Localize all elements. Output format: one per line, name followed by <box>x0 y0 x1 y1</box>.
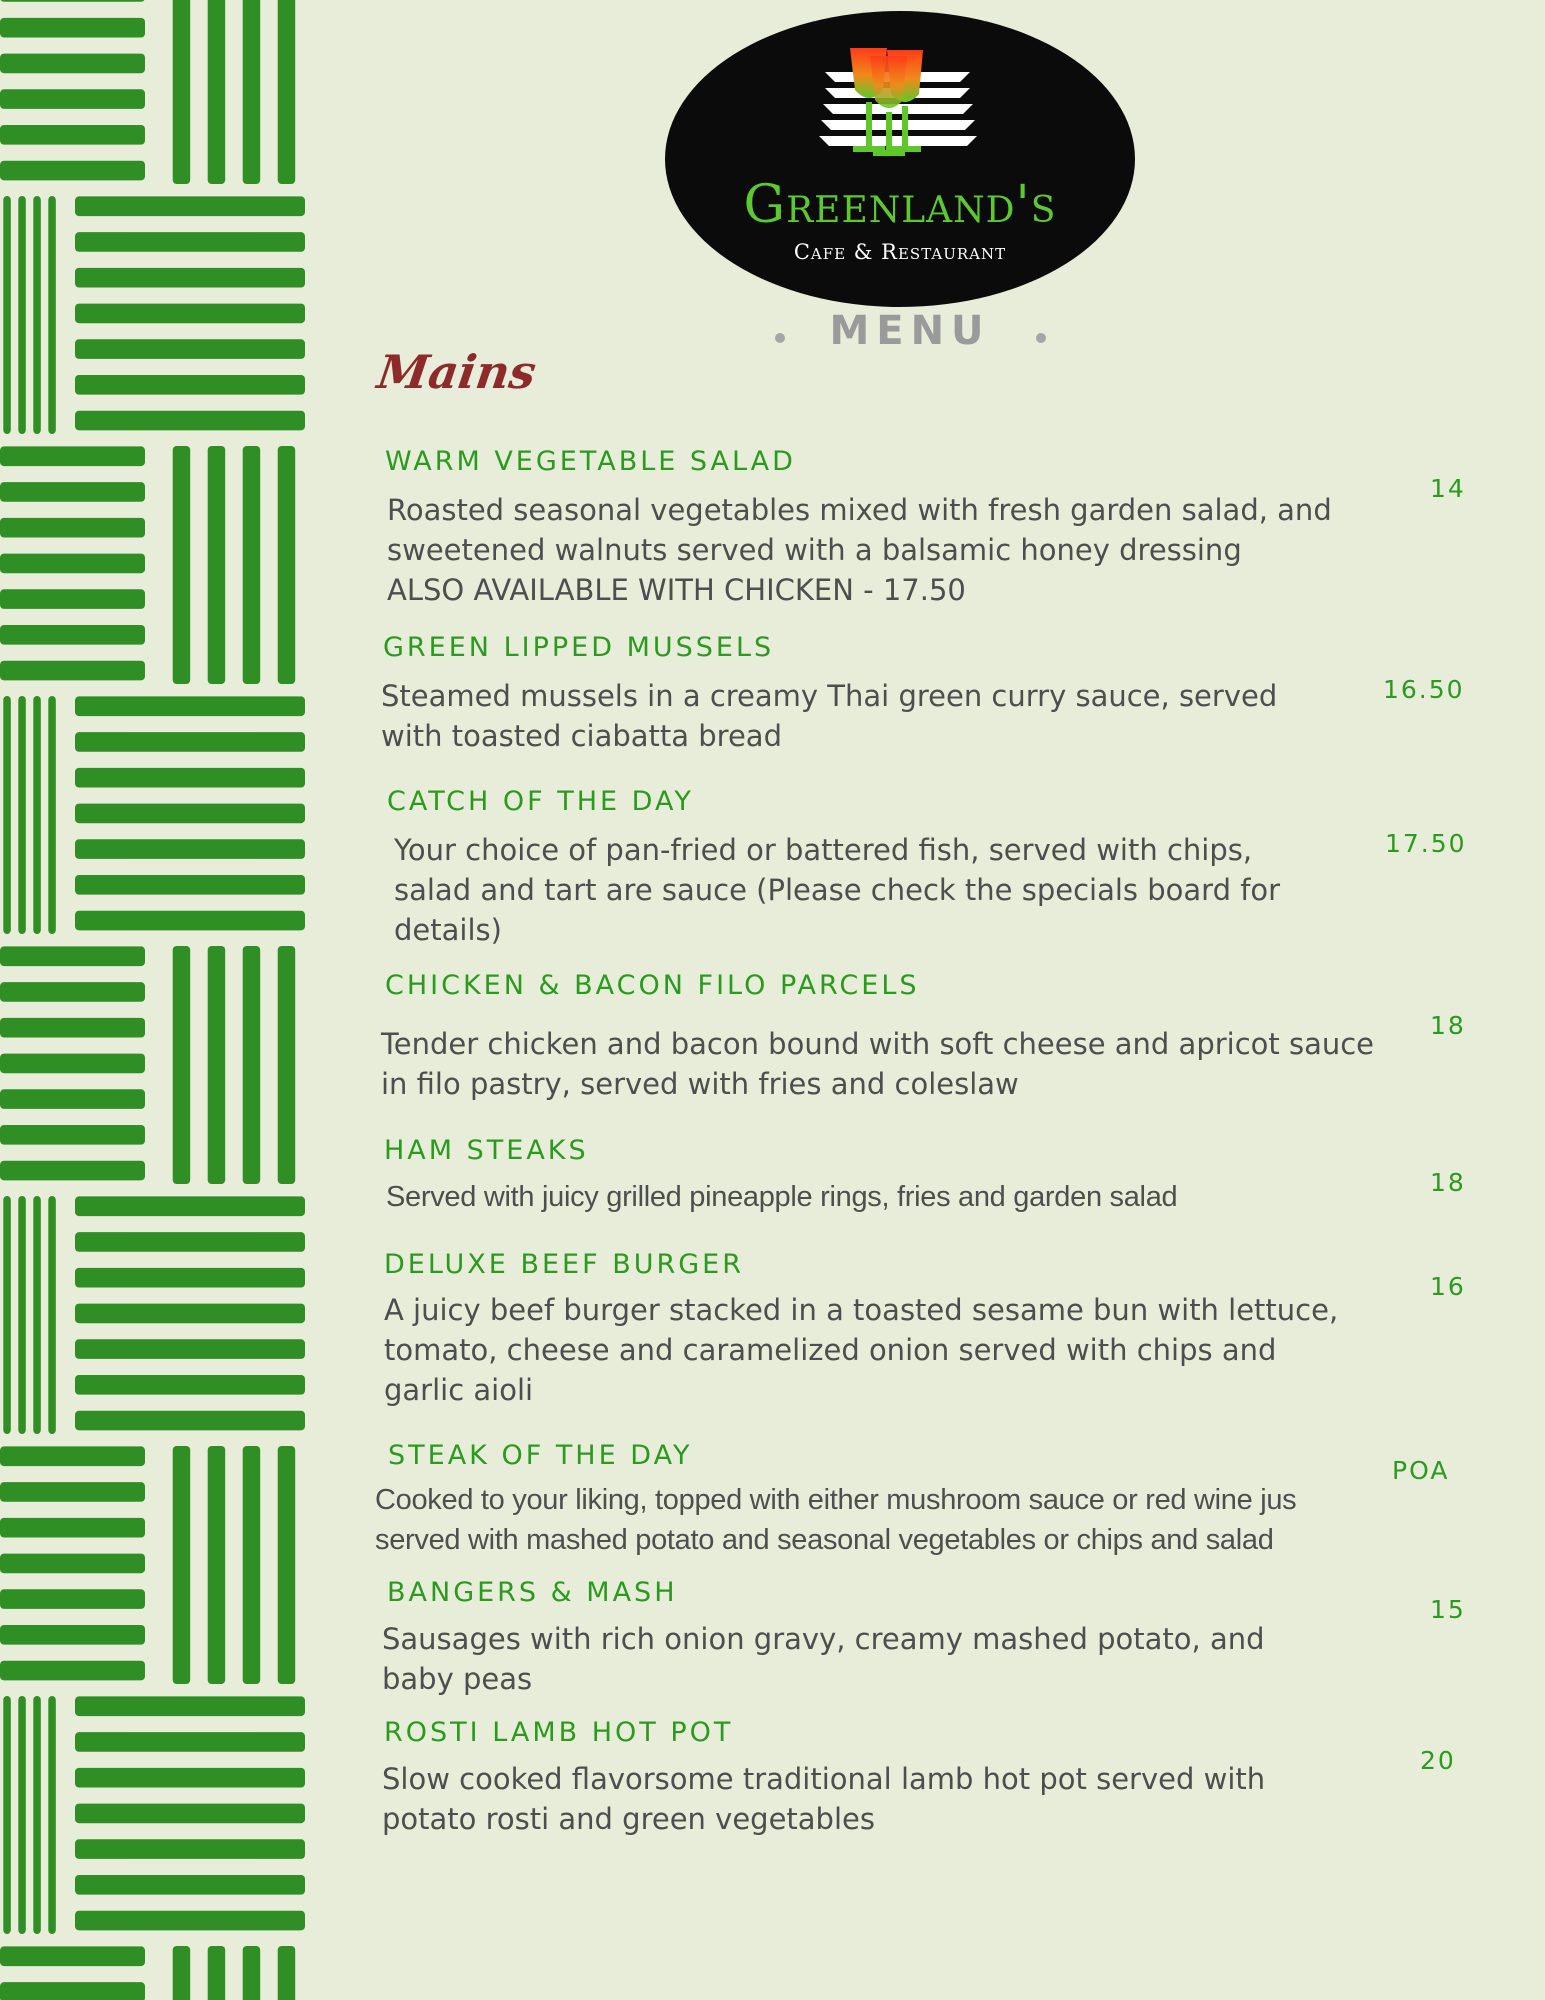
section-title: Mains <box>374 345 540 399</box>
item-title: CATCH OF THE DAY <box>387 786 694 817</box>
item-price: 18 <box>1430 1011 1466 1040</box>
menu-heading: MENU <box>829 308 991 354</box>
decorative-pattern <box>0 0 305 2000</box>
item-price: 16.50 <box>1383 675 1465 704</box>
item-title: STEAK OF THE DAY <box>388 1440 693 1471</box>
brand-subtitle: Cafe & Restaurant <box>793 240 1007 264</box>
item-description: Cooked to your liking, topped with either mushroom sauce or red wine jus served with mashed potato and seasonal vegetables or chips and salad <box>375 1484 1297 1556</box>
menu-dot-right <box>1036 333 1046 343</box>
item-description: Sausages with rich onion gravy, creamy mashed potato, and baby peas <box>382 1622 1265 1696</box>
item-price: 17.50 <box>1385 829 1467 858</box>
item-description: A juicy beef burger stacked in a toasted sesame bun with lettuce, tomato, cheese and caramelized onion served with chips and garlic aioli <box>384 1293 1339 1407</box>
item-price: 15 <box>1430 1595 1466 1624</box>
item-title: BANGERS & MASH <box>387 1577 678 1608</box>
item-price: 18 <box>1430 1168 1466 1197</box>
item-title: DELUXE BEEF BURGER <box>384 1249 744 1280</box>
restaurant-logo <box>665 10 1135 308</box>
item-description: Tender chicken and bacon bound with soft cheese and apricot sauce in filo pastry, served with fries and coleslaw <box>381 1027 1375 1101</box>
item-description: Your choice of pan-fried or battered fish, served with chips, salad and tart are sauce (Please check the specials board for details) <box>394 833 1281 947</box>
brand-name: Greenland's <box>743 175 1057 235</box>
item-price: 14 <box>1430 474 1466 503</box>
item-price: POA <box>1392 1456 1450 1485</box>
item-description: Steamed mussels in a creamy Thai green curry sauce, served with toasted ciabatta bread <box>381 679 1278 753</box>
item-title: HAM STEAKS <box>384 1135 589 1166</box>
item-price: 20 <box>1420 1746 1456 1775</box>
item-description: Roasted seasonal vegetables mixed with fresh garden salad, and sweetened walnuts served with a balsamic honey dressing ALSO AVAILABLE WITH CHICKEN - 17.50 <box>387 493 1332 607</box>
item-description: Slow cooked flavorsome traditional lamb hot pot served with potato rosti and green vegetables <box>382 1762 1266 1836</box>
item-title: CHICKEN & BACON FILO PARCELS <box>385 970 920 1001</box>
item-title: WARM VEGETABLE SALAD <box>385 446 796 477</box>
item-title: GREEN LIPPED MUSSELS <box>383 632 775 663</box>
item-price: 16 <box>1430 1272 1466 1301</box>
item-title: ROSTI LAMB HOT POT <box>384 1717 734 1748</box>
item-description: Served with juicy grilled pineapple rings, fries and garden salad <box>386 1181 1178 1213</box>
